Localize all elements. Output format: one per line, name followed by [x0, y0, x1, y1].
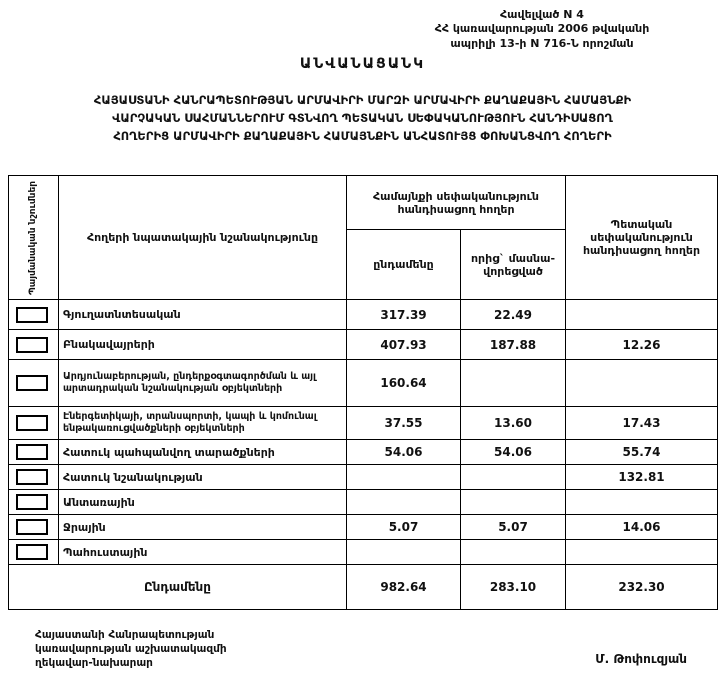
- table-row: [9, 440, 718, 465]
- legend-cell: [9, 490, 59, 515]
- legend-symbol-box: [16, 375, 48, 391]
- document-subtitle: [6, 92, 719, 145]
- land-category-label: Հատուկ նշանակության: [59, 465, 347, 490]
- community-total-cell: 54.06: [347, 440, 461, 465]
- appendix-line-1: Հավելված N 4: [500, 8, 584, 21]
- table-total-row: [9, 565, 718, 610]
- privatized-cell: 187.88: [461, 330, 566, 360]
- state-cell: [566, 540, 718, 565]
- legend-symbol-box: [16, 494, 48, 510]
- legend-cell: [9, 407, 59, 440]
- legend-symbol-box: [16, 469, 48, 485]
- state-cell: [566, 300, 718, 330]
- state-cell: [566, 490, 718, 515]
- signatory-title-line-2: կառավարության աշխատակազմի: [35, 643, 227, 656]
- privatized-cell: 54.06: [461, 440, 566, 465]
- subtitle-line-3: ՀՈՂԵՐԻՑ ԱՐՄԱՎԻՐԻ ՔԱՂԱՔԱՅԻՆ ՀԱՄԱՅՆՔԻՆ ԱՆՀԱՏՈՒՅՑ ՓՈԽԱՆՑՎՈՂ ՀՈՂԵՐԻ: [113, 128, 612, 143]
- legend-symbol-box: [16, 415, 48, 431]
- legend-symbol-box: [16, 444, 48, 460]
- privatized-cell: [461, 540, 566, 565]
- legend-cell: [9, 515, 59, 540]
- table-row: [9, 515, 718, 540]
- legend-symbol-box: [16, 519, 48, 535]
- table-row: [9, 360, 718, 407]
- community-total-cell: 5.07: [347, 515, 461, 540]
- appendix-line-2: ՀՀ կառավարության 2006 թվականի: [434, 22, 650, 36]
- subtitle-line-1: ՀԱՅԱՍՏԱՆԻ ՀԱՆՐԱՊԵՏՈՒԹՅԱՆ ԱՐՄԱՎԻՐԻ ՄԱՐԶԻ ԱՐՄԱՎԻՐԻ ՔԱՂԱՔԱՅԻՆ ՀԱՄԱՅՆՔԻ: [93, 93, 632, 107]
- land-category-label: Բնակավայրերի: [59, 330, 347, 360]
- total-column-header: ընդամենը: [347, 230, 461, 300]
- state-cell: 17.43: [566, 407, 718, 440]
- table-row: [9, 490, 718, 515]
- legend-symbol-box: [16, 337, 48, 353]
- land-transfer-table: [8, 175, 718, 610]
- community-total-cell: [347, 490, 461, 515]
- state-cell: 14.06: [566, 515, 718, 540]
- appendix-reference: [377, 8, 707, 51]
- table-row: [9, 465, 718, 490]
- table-row: [9, 407, 718, 440]
- land-category-label: Գյուղատնտեսական: [59, 300, 347, 330]
- signatory-title-block: [35, 628, 227, 671]
- legend-cell: [9, 330, 59, 360]
- privatized-cell: [461, 360, 566, 407]
- signatory-title-line-1: Հայաստանի Հանրապետության: [35, 629, 215, 641]
- community-total-cell: 160.64: [347, 360, 461, 407]
- state-cell: 55.74: [566, 440, 718, 465]
- community-total-cell: 37.55: [347, 407, 461, 440]
- land-category-label: Հատուկ պահպանվող տարածքների: [59, 440, 347, 465]
- state-cell: [566, 360, 718, 407]
- community-ownership-group-header: Համայնքի սեփականություն հանդիսացող հողեր: [347, 176, 566, 230]
- privatized-column-header: որից` մասնա-վորեցված: [461, 230, 566, 300]
- legend-cell: [9, 540, 59, 565]
- privatized-cell: [461, 465, 566, 490]
- total-state-cell: 232.30: [566, 565, 718, 610]
- legend-column-header-text: Պայմանական նշումներ: [27, 180, 38, 295]
- document-title: ԱՆՎԱՆԱՑԱՆԿ: [299, 56, 426, 72]
- subtitle-line-2: ՎԱՐՉԱԿԱՆ ՍԱՀՄԱՆՆԵՐՈՒՄ ԳՏՆՎՈՂ ՊԵՏԱԿԱՆ ՍԵՓԱԿԱՆՈՒԹՅՈՒՆ ՀԱՆԴԻՍԱՑՈՂ: [112, 110, 613, 125]
- legend-cell: [9, 360, 59, 407]
- total-row-label: Ընդամենը: [9, 565, 347, 610]
- appendix-line-3: ապրիլի 13-ի N 716-Ն որոշման: [450, 36, 634, 50]
- land-category-label: Պահուստային: [59, 540, 347, 565]
- total-community-total-cell: 982.64: [347, 565, 461, 610]
- total-privatized-cell: 283.10: [461, 565, 566, 610]
- table-row: [9, 330, 718, 360]
- legend-cell: [9, 300, 59, 330]
- state-ownership-column-header: Պետական սեփականություն հանդիսացող հողեր: [566, 176, 718, 300]
- community-total-cell: 317.39: [347, 300, 461, 330]
- table-row: [9, 540, 718, 565]
- land-category-label: Էներգետիկայի, տրանսպորտի, կապի և կոմունալ ենթակառուցվածքների օբյեկտների: [59, 407, 347, 440]
- privatized-cell: 13.60: [461, 407, 566, 440]
- legend-symbol-box: [16, 544, 48, 560]
- legend-column-header: [9, 176, 59, 300]
- land-category-label: Անտառային: [59, 490, 347, 515]
- state-cell: 132.81: [566, 465, 718, 490]
- table-row: [9, 300, 718, 330]
- land-category-label: Ջրային: [59, 515, 347, 540]
- community-total-cell: [347, 465, 461, 490]
- land-category-label: Արդյունաբերության, ընդերքօգտագործման և այլ արտադրական նշանակության օբյեկտների: [59, 360, 347, 407]
- state-cell: 12.26: [566, 330, 718, 360]
- privatized-cell: [461, 490, 566, 515]
- legend-cell: [9, 465, 59, 490]
- purpose-column-header: Հողերի նպատակային նշանակությունը: [59, 176, 347, 300]
- legend-symbol-box: [16, 307, 48, 323]
- community-total-cell: 407.93: [347, 330, 461, 360]
- community-total-cell: [347, 540, 461, 565]
- signatory-title-line-3: ղեկավար-նախարար: [35, 657, 153, 670]
- privatized-cell: 5.07: [461, 515, 566, 540]
- signatory-name: Մ. Թոփուզյան: [595, 652, 687, 666]
- privatized-cell: 22.49: [461, 300, 566, 330]
- legend-cell: [9, 440, 59, 465]
